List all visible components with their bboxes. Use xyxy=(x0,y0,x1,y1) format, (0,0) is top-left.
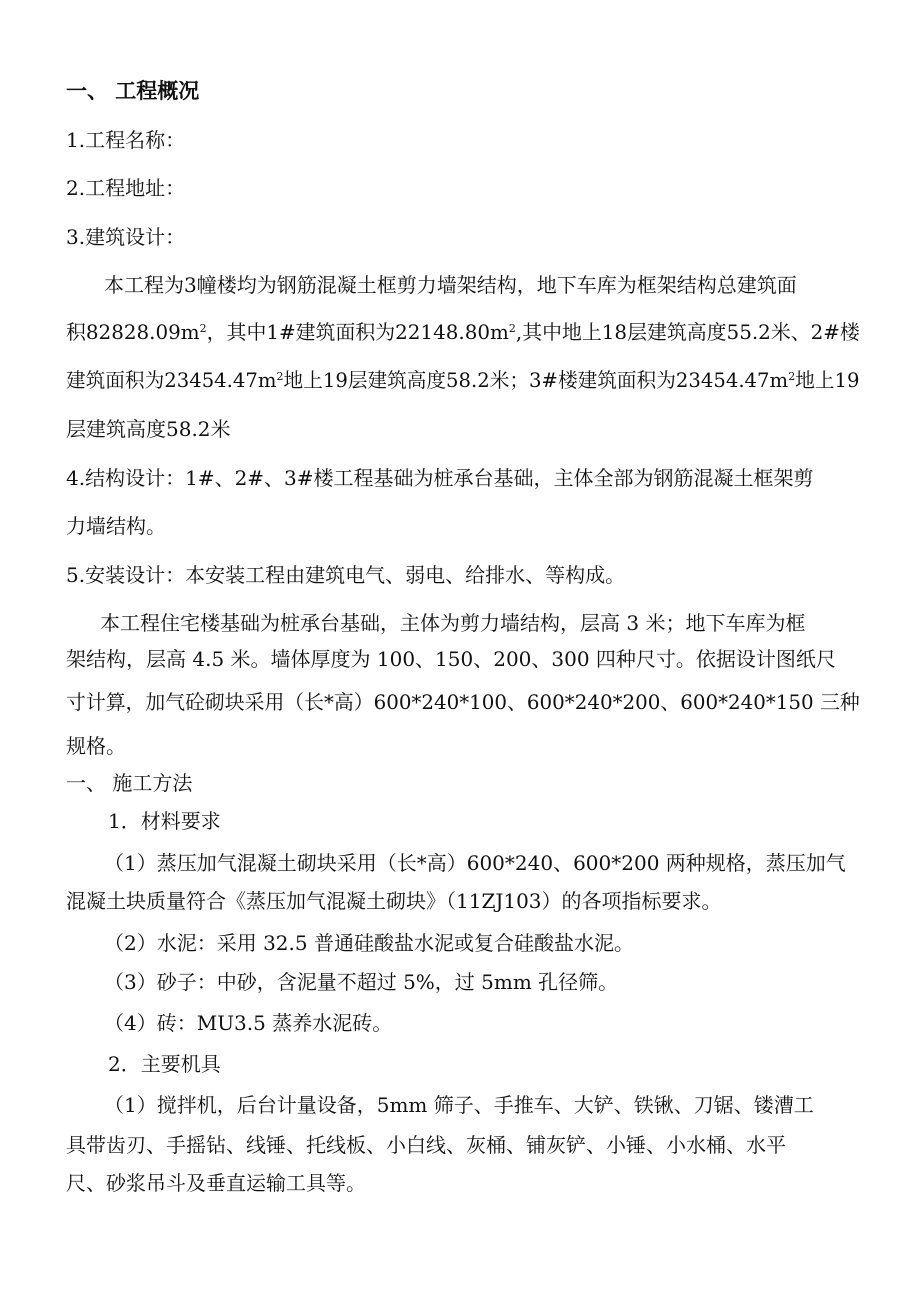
main-tools-heading: 2．主要机具 xyxy=(108,1052,221,1076)
overview-paragraph-line-3: 寸计算，加气砼砌块采用（长*高）600*240*100、600*240*200、600*240*150 三种 xyxy=(66,691,860,714)
architectural-design-label: 3.建筑设计： xyxy=(66,225,186,249)
tools-item-1-line-3: 尺、砂浆吊斗及垂直运输工具等。 xyxy=(66,1171,366,1195)
tools-item-1-line-1: （1）搅拌机，后台计量设备，5mm 筛子、手推车、大铲、铁锹、刀锯、镂漕工 xyxy=(104,1093,814,1117)
overview-paragraph-line-4: 规格。 xyxy=(66,734,126,758)
material-item-1-line-2: 混凝土块质量符合《蒸压加气混凝土砌块》（11ZJ103）的各项指标要求。 xyxy=(66,889,722,913)
project-name-label: 1.工程名称： xyxy=(66,128,186,152)
material-item-2: （2）水泥：采用 32.5 普通硅酸盐水泥或复合硅酸盐水泥。 xyxy=(104,931,634,955)
design-paragraph-line-4: 层建筑高度58.2米 xyxy=(66,417,231,441)
design-paragraph-line-1: 本工程为3幢楼均为钢筋混凝土框剪力墙架结构，地下车库为框架结构总建筑面 xyxy=(104,273,797,297)
material-item-3: （3）砂子：中砂，含泥量不超过 5%，过 5mm 孔径筛。 xyxy=(104,970,619,994)
material-item-1-line-1: （1）蒸压加气混凝土砌块采用（长*高）600*240、600*200 两种规格，蒸压加气 xyxy=(104,851,846,875)
design-paragraph-line-3: 建筑面积为$23454.47m^2$地上19层建筑高度58.2米；3#楼建筑面积为$23454.47m^2$地上19 xyxy=(66,369,860,392)
material-requirements-heading: 1．材料要求 xyxy=(108,809,221,833)
design-paragraph-line-2: 积$82828.09m^2$，其中1#建筑面积为$22148.80m^2$,其中地上18层建筑高度55.2米、2#楼 xyxy=(66,321,860,344)
section-heading-construction-method: 一、 施工方法 xyxy=(66,771,193,795)
overview-paragraph-line-1: 本工程住宅楼基础为桩承台基础，主体为剪力墙结构，层高 3 米；地下车库为框 xyxy=(100,611,806,635)
structural-design-line-1: 4.结构设计：1#、2#、3#楼工程基础为桩承台基础，主体全部为钢筋混凝土框架剪 xyxy=(66,466,814,490)
overview-paragraph-line-2: 架结构，层高 4.5 米。墙体厚度为 100、150、200、300 四种尺寸。依据设计图纸尺 xyxy=(66,647,836,671)
structural-design-line-2: 力墙结构。 xyxy=(66,514,166,538)
project-address-label: 2.工程地址： xyxy=(66,176,186,200)
tools-item-1-line-2: 具带齿刃、手摇钻、线锤、托线板、小白线、灰桶、铺灰铲、小锤、小水桶、水平 xyxy=(66,1133,786,1157)
material-item-4: （4）砖：MU3.5 蒸养水泥砖。 xyxy=(104,1011,393,1035)
installation-design-line: 5.安装设计：本安装工程由建筑电气、弱电、给排水、等构成。 xyxy=(66,563,626,587)
section-heading-overview: 一、 工程概况 xyxy=(66,79,200,103)
